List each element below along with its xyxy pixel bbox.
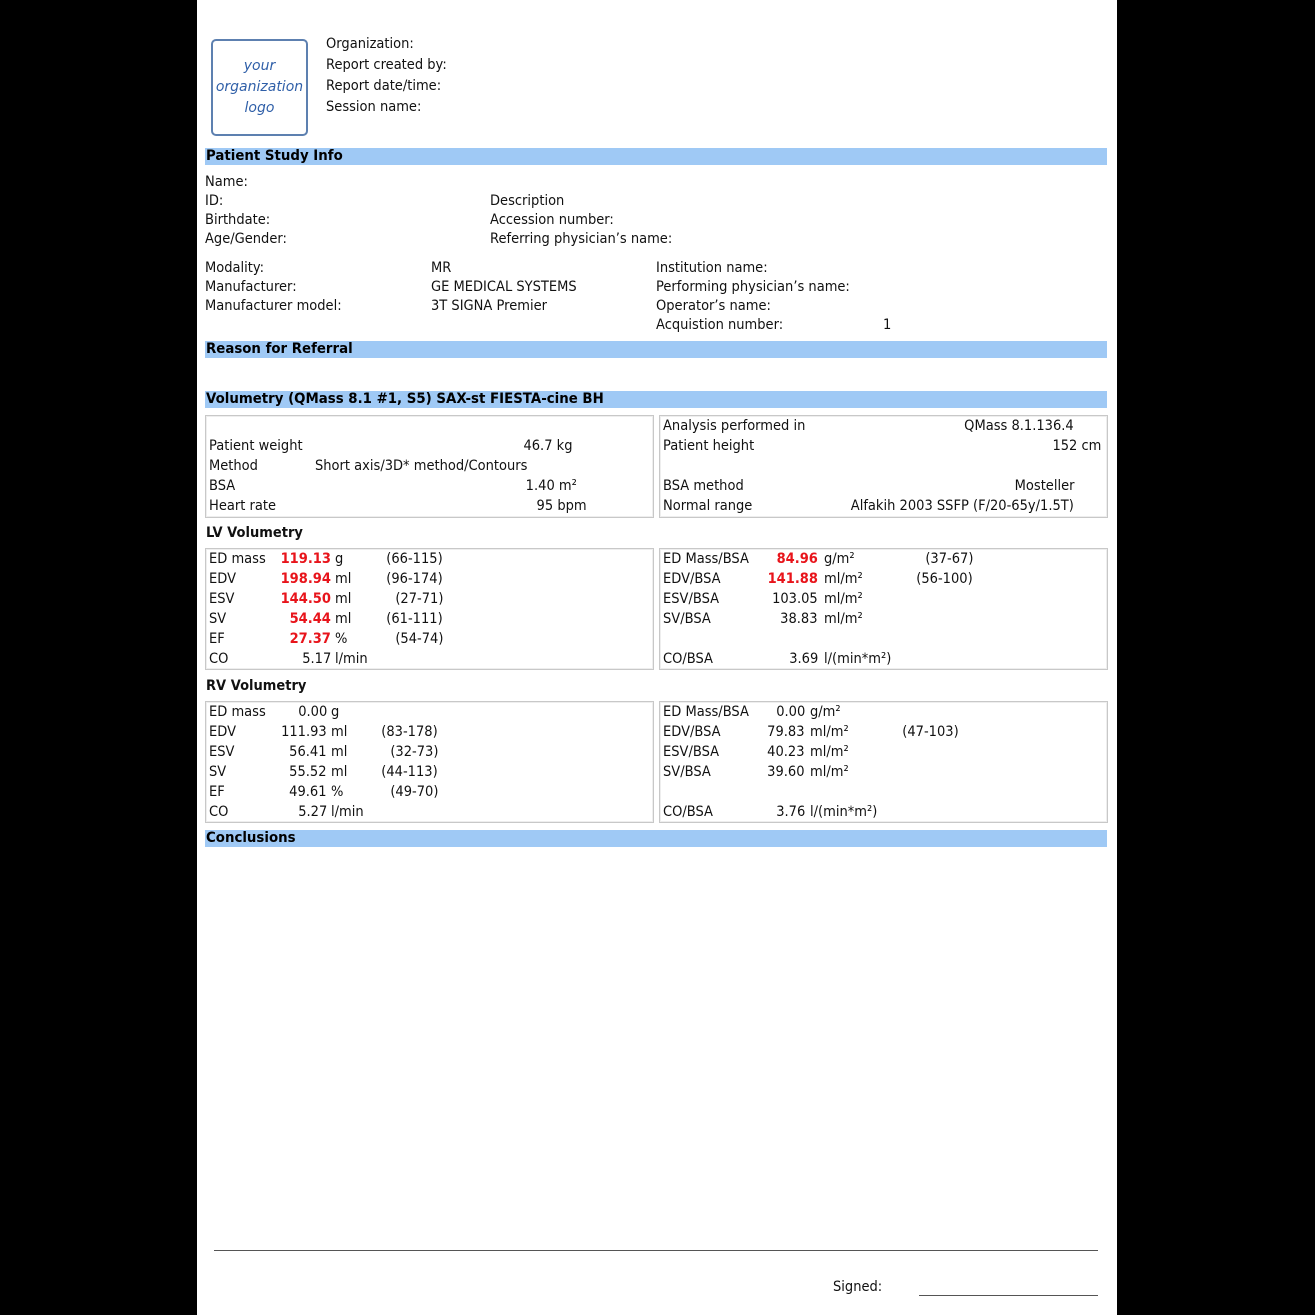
rv-metric-unit: ml — [331, 724, 348, 740]
rv-metric-label: EF — [209, 784, 225, 800]
lv-metric-value: 103.05 — [772, 591, 818, 607]
rv-metric-value: 0.00 — [297, 704, 327, 720]
lv-metric-label: EDV — [209, 571, 236, 587]
rv-metric-unit: l/min — [331, 804, 364, 820]
signature-line — [919, 1295, 1098, 1296]
rv-metric-label: EDV — [209, 724, 236, 740]
lv-metric-label: ED mass — [209, 551, 266, 567]
equipment-label: Modality: — [205, 260, 265, 276]
rv-normal-range: (47-103) — [902, 724, 959, 740]
rv-metric-unit: ml — [331, 744, 348, 760]
analysis-value: Mosteller — [1014, 478, 1074, 494]
organization-logo: your organization logo — [211, 39, 308, 136]
lv-metric-value: 84.96 — [776, 551, 818, 567]
lv-normal-range: (54-74) — [394, 631, 443, 647]
lv-metric-label: ED Mass/BSA — [663, 551, 749, 567]
lv-metric-unit: g — [335, 551, 344, 567]
equipment-label: Operator’s name: — [656, 298, 771, 314]
rv-volumetry-heading: RV Volumetry — [206, 678, 307, 694]
analysis-value: 46.7 kg — [522, 438, 572, 454]
lv-normal-range: (37-67) — [924, 551, 973, 567]
rv-metric-label: SV/BSA — [663, 764, 711, 780]
lv-metric-value: 5.17 — [301, 651, 331, 667]
lv-metric-value: 3.69 — [788, 651, 818, 667]
lv-normal-range: (56-100) — [916, 571, 973, 587]
equipment-value: MR — [431, 260, 452, 276]
lv-metric-unit: ml — [335, 571, 352, 587]
rv-metric-label: EDV/BSA — [663, 724, 721, 740]
lv-metric-value: 144.50 — [280, 591, 331, 607]
lv-metric-value: 38.83 — [780, 611, 818, 627]
rv-normal-range: (44-113) — [381, 764, 438, 780]
footer-divider — [214, 1250, 1098, 1251]
header-label: Report date/time: — [326, 78, 442, 94]
analysis-value: Short axis/3D* method/Contours — [315, 458, 528, 474]
lv-metric-label: EF — [209, 631, 225, 647]
rv-metric-value: 5.27 — [297, 804, 327, 820]
equipment-label: Institution name: — [656, 260, 768, 276]
equipment-value: 3T SIGNA Premier — [431, 298, 547, 314]
rv-metric-label: ESV/BSA — [663, 744, 720, 760]
analysis-label: Patient weight — [209, 438, 303, 454]
rv-metric-unit: ml/m² — [810, 744, 849, 760]
rv-metric-unit: % — [331, 784, 344, 800]
lv-metric-unit: % — [335, 631, 348, 647]
lv-normal-range: (61-111) — [386, 611, 443, 627]
rv-metric-value: 49.61 — [289, 784, 327, 800]
header-label: Organization: — [326, 36, 414, 52]
lv-metric-value: 141.88 — [767, 571, 818, 587]
rv-metric-value: 0.00 — [775, 704, 805, 720]
lv-metric-label: ESV/BSA — [663, 591, 720, 607]
lv-volumetry-heading: LV Volumetry — [206, 525, 303, 541]
analysis-label: Analysis performed in — [663, 418, 806, 434]
patient-field-label: Description — [490, 193, 565, 209]
analysis-value: 152 cm — [1052, 438, 1101, 454]
analysis-label: Heart rate — [209, 498, 276, 514]
rv-metric-value: 39.60 — [767, 764, 805, 780]
analysis-label: Patient height — [663, 438, 755, 454]
rv-box-left — [205, 701, 654, 823]
lv-metric-label: EDV/BSA — [663, 571, 721, 587]
lv-metric-unit: g/m² — [824, 551, 855, 567]
lv-metric-value: 119.13 — [280, 551, 331, 567]
lv-metric-unit: l/min — [335, 651, 368, 667]
rv-metric-value: 55.52 — [289, 764, 327, 780]
lv-metric-unit: ml — [335, 611, 352, 627]
rv-metric-value: 40.23 — [767, 744, 805, 760]
patient-field-label: Age/Gender: — [205, 231, 287, 247]
patient-field-label: Referring physician’s name: — [490, 231, 673, 247]
lv-metric-label: ESV — [209, 591, 235, 607]
rv-metric-unit: ml — [331, 764, 348, 780]
band-volumetry: Volumetry (QMass 8.1 #1, S5) SAX-st FIESTA-cine BH — [205, 391, 1107, 408]
lv-metric-unit: ml/m² — [824, 611, 863, 627]
lv-metric-label: CO — [209, 651, 229, 667]
lv-metric-unit: l/(min*m²) — [824, 651, 892, 667]
lv-metric-unit: ml/m² — [824, 591, 863, 607]
rv-metric-label: ED Mass/BSA — [663, 704, 749, 720]
lv-metric-value: 27.37 — [289, 631, 331, 647]
analysis-value: 95 bpm — [536, 498, 587, 514]
patient-field-label: Accession number: — [490, 212, 614, 228]
rv-normal-range: (83-178) — [381, 724, 438, 740]
patient-field-label: Name: — [205, 174, 248, 190]
band-patient-study-info: Patient Study Info — [205, 148, 1107, 165]
lv-metric-value: 54.44 — [289, 611, 331, 627]
equipment-value: GE MEDICAL SYSTEMS — [431, 279, 577, 295]
rv-normal-range: (49-70) — [389, 784, 438, 800]
analysis-value: 1.40 m² — [525, 478, 577, 494]
rv-metric-label: ED mass — [209, 704, 266, 720]
rv-metric-label: SV — [209, 764, 227, 780]
patient-field-label: Birthdate: — [205, 212, 271, 228]
lv-normal-range: (66-115) — [386, 551, 443, 567]
lv-normal-range: (96-174) — [386, 571, 443, 587]
rv-metric-label: CO — [209, 804, 229, 820]
rv-metric-value: 79.83 — [767, 724, 805, 740]
acquisition-number-value: 1 — [883, 317, 892, 333]
lv-metric-label: SV — [209, 611, 227, 627]
rv-metric-value: 111.93 — [281, 724, 327, 740]
rv-metric-unit: g — [331, 704, 340, 720]
signed-label: Signed: — [833, 1279, 883, 1295]
analysis-value: QMass 8.1.136.4 — [964, 418, 1074, 434]
analysis-label: Method — [209, 458, 258, 474]
lv-normal-range: (27-71) — [394, 591, 443, 607]
lv-metric-value: 198.94 — [280, 571, 331, 587]
rv-normal-range: (32-73) — [389, 744, 438, 760]
band-conclusions: Conclusions — [205, 830, 1107, 847]
rv-metric-label: ESV — [209, 744, 235, 760]
lv-metric-unit: ml/m² — [824, 571, 863, 587]
band-reason-for-referral: Reason for Referral — [205, 341, 1107, 358]
rv-metric-unit: ml/m² — [810, 764, 849, 780]
equipment-label: Performing physician’s name: — [656, 279, 850, 295]
analysis-label: Normal range — [663, 498, 753, 514]
lv-metric-unit: ml — [335, 591, 352, 607]
analysis-label: BSA — [209, 478, 236, 494]
rv-metric-unit: l/(min*m²) — [810, 804, 878, 820]
rv-metric-value: 56.41 — [289, 744, 327, 760]
rv-metric-value: 3.76 — [775, 804, 805, 820]
equipment-label: Manufacturer: — [205, 279, 297, 295]
analysis-label: BSA method — [663, 478, 744, 494]
header-label: Session name: — [326, 99, 422, 115]
equipment-label: Acquistion number: — [656, 317, 784, 333]
equipment-label: Manufacturer model: — [205, 298, 342, 314]
rv-metric-unit: g/m² — [810, 704, 841, 720]
analysis-value: Alfakih 2003 SSFP (F/20-65y/1.5T) — [850, 498, 1074, 514]
patient-field-label: ID: — [205, 193, 224, 209]
lv-metric-label: CO/BSA — [663, 651, 713, 667]
header-label: Report created by: — [326, 57, 447, 73]
lv-metric-label: SV/BSA — [663, 611, 711, 627]
rv-metric-unit: ml/m² — [810, 724, 849, 740]
rv-metric-label: CO/BSA — [663, 804, 713, 820]
